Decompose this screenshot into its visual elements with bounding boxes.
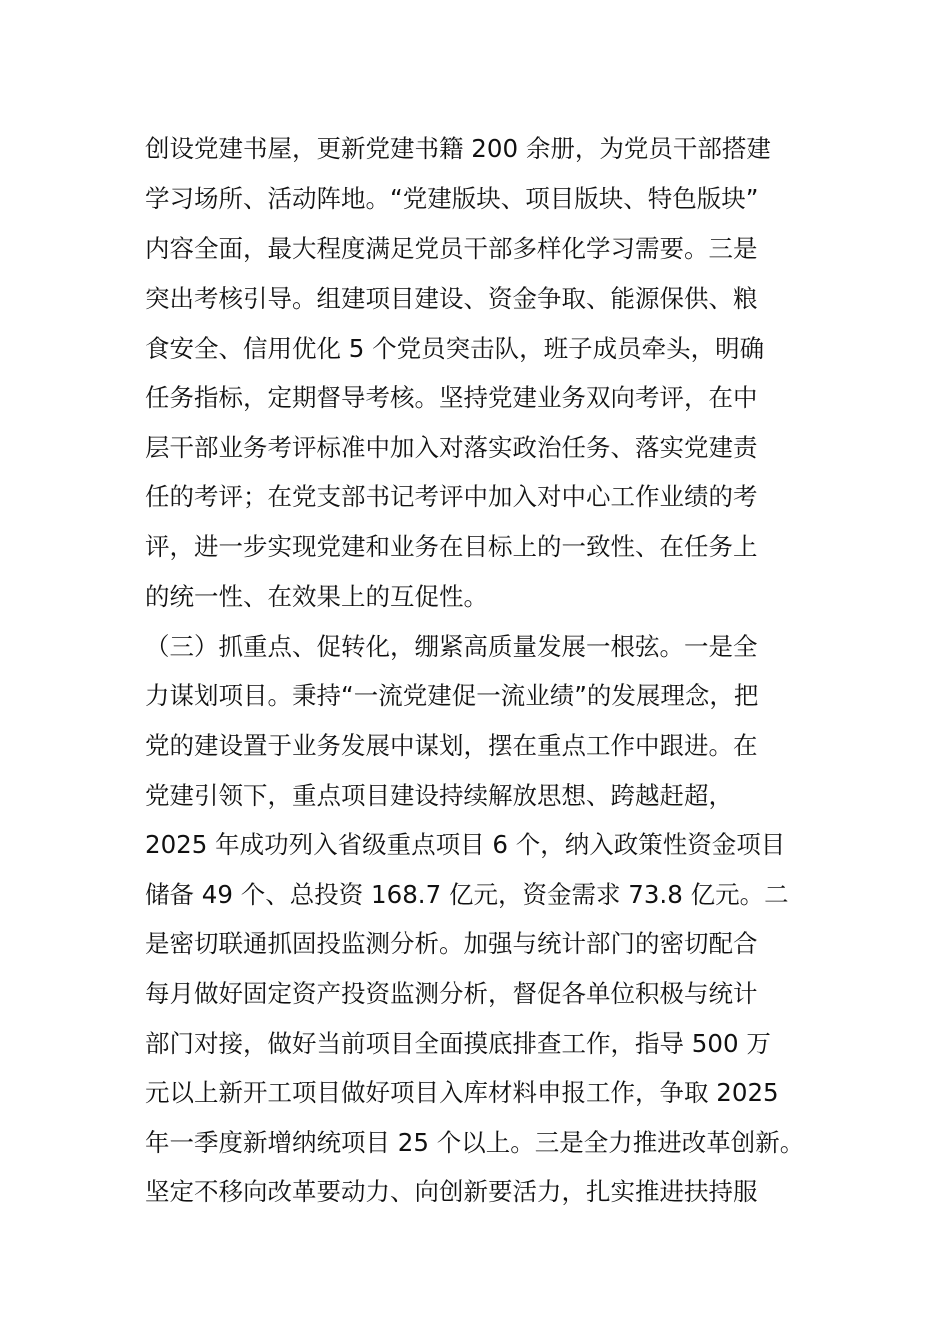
text-line: 学习场所、活动阵地。“党建版块、项目版块、特色版块” [145,184,759,213]
text-line: 力谋划项目。秉持“一流党建促一流业绩”的发展理念，把 [145,681,759,710]
text-line: 党的建设置于业务发展中谋划，摆在重点工作中跟进。在 [145,731,758,760]
text-line: （三）抓重点、促转化，绷紧高质量发展一根弦。一是全 [145,632,758,661]
text-line: 食安全、信用优化 5 个党员突击队，班子成员牵头，明确 [145,334,765,363]
text-line: 层干部业务考评标准中加入对落实政治任务、落实党建责 [145,433,758,462]
text-line: 任的考评；在党支部书记考评中加入对中心工作业绩的考 [145,482,758,511]
text-line: 是密切联通抓固投监测分析。加强与统计部门的密切配合 [145,929,758,958]
text-line: 创设党建书屋，更新党建书籍 200 余册，为党员干部搭建 [145,134,771,163]
text-line: 部门对接，做好当前项目全面摸底排查工作，指导 500 万 [145,1029,771,1058]
text-line: 评，进一步实现党建和业务在目标上的一致性、在任务上 [145,532,758,561]
text-line: 的统一性、在效果上的互促性。 [145,582,488,611]
text-line: 任务指标，定期督导考核。坚持党建业务双向考评，在中 [145,383,758,412]
text-line: 每月做好固定资产投资监测分析，督促各单位积极与统计 [145,979,758,1008]
text-line: 内容全面，最大程度满足党员干部多样化学习需要。三是 [145,234,758,263]
text-line: 突出考核引导。组建项目建设、资金争取、能源保供、粮 [145,284,758,313]
text-line: 储备 49 个、总投资 168.7 亿元，资金需求 73.8 亿元。二 [145,880,789,909]
text-line: 坚定不移向改革要动力、向创新要活力，扎实推进扶持服 [145,1177,758,1206]
text-line: 2025 年成功列入省级重点项目 6 个，纳入政策性资金项目 [145,830,786,859]
text-line: 年一季度新增纳统项目 25 个以上。三是全力推进改革创新。 [145,1128,805,1157]
text-line: 党建引领下，重点项目建设持续解放思想、跨越赶超， [145,781,733,810]
text-line: 元以上新开工项目做好项目入库材料申报工作，争取 2025 [145,1078,779,1107]
